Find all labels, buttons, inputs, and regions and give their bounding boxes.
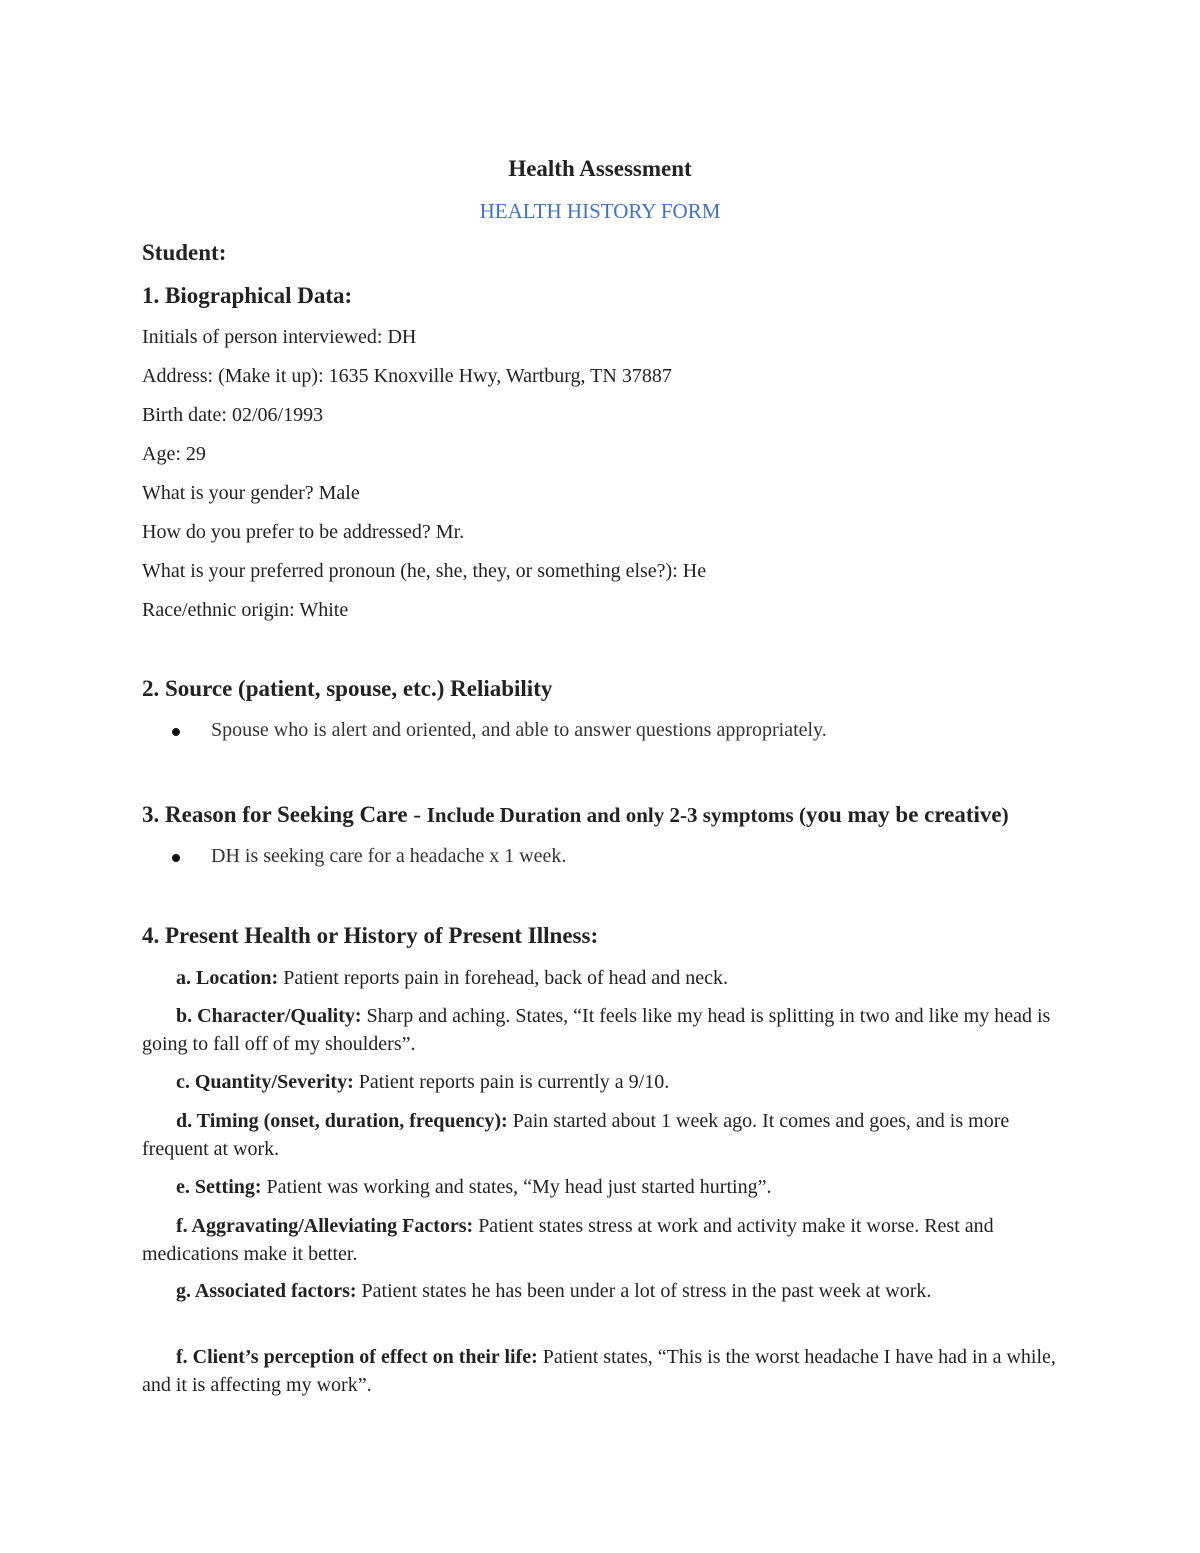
student-label: Student: (142, 240, 227, 265)
bio-gender: What is your gender? Male (142, 482, 360, 504)
item-text: Patient reports pain in forehead, back of head and neck. (278, 967, 729, 989)
bullet-icon (172, 854, 180, 862)
bio-birth-date: Birth date: 02/06/1993 (142, 404, 324, 426)
bio-initials: Initials of person interviewed: DH (142, 326, 417, 348)
bio-race: Race/ethnic origin: White (142, 599, 349, 621)
reason-heading-sub: Include Duration and only 2-3 symptoms ( (426, 803, 806, 827)
item-text: Patient reports pain is currently a 9/10. (353, 1071, 670, 1093)
present-heading: 4. Present Health or History of Present Illness: (142, 923, 599, 948)
present-item-factors (142, 1212, 1072, 1268)
present-item-setting (142, 1173, 1072, 1201)
item-text: Patient states, “This is the worst headache I have had in a while, and it is affecting my work”. (142, 1346, 1056, 1396)
present-item-severity (142, 1068, 1072, 1096)
bio-address: Address: (Make it up): 1635 Knoxville Hwy, Wartburg, TN 37887 (142, 365, 672, 387)
reason-heading (142, 802, 1009, 828)
item-label: f. Aggravating/Alleviating Factors: (176, 1215, 474, 1237)
reason-heading-dash: - (407, 802, 427, 827)
reason-heading-main: 3. Reason for Seeking Care (142, 802, 408, 827)
item-label: f. Client’s perception of effect on their life: (176, 1346, 538, 1368)
item-text: Pain started about 1 week ago. It comes and goes, and is more frequent at work. (142, 1110, 1010, 1160)
reason-heading-emph: you may be creative (805, 802, 1002, 827)
present-item-associated (142, 1277, 1072, 1305)
present-item-character (142, 1002, 1072, 1058)
bullet-icon (172, 728, 180, 736)
bio-address-preference: How do you prefer to be addressed? Mr. (142, 521, 465, 543)
item-label: b. Character/Quality: (176, 1005, 362, 1027)
present-item-location (142, 964, 1072, 992)
reason-heading-close: ) (1001, 803, 1009, 827)
source-heading: 2. Source (patient, spouse, etc.) Reliability (142, 676, 553, 701)
item-label: a. Location: (176, 967, 279, 989)
form-subtitle: HEALTH HISTORY FORM (479, 199, 721, 223)
bio-age: Age: 29 (142, 443, 206, 465)
item-text: Sharp and aching. States, “It feels like my head is splitting in two and like my head is going to fall off of my shoulders”. (142, 1005, 1051, 1055)
item-text: Patient states he has been under a lot of stress in the past week at work. (356, 1280, 932, 1302)
bio-pronoun: What is your preferred pronoun (he, she, they, or something else?): He (142, 560, 707, 582)
source-bullet-text: Spouse who is alert and oriented, and able to answer questions appropriately. (211, 719, 827, 741)
item-label: c. Quantity/Severity: (176, 1071, 354, 1093)
reason-bullet-text: DH is seeking care for a headache x 1 week. (211, 845, 567, 867)
item-label: e. Setting: (176, 1176, 262, 1198)
item-label: g. Associated factors: (176, 1280, 357, 1302)
present-item-timing (142, 1107, 1072, 1163)
item-label: d. Timing (onset, duration, frequency): (176, 1110, 508, 1132)
item-text: Patient was working and states, “My head just started hurting”. (261, 1176, 772, 1198)
present-item-perception (142, 1343, 1072, 1399)
document-title: Health Assessment (508, 156, 692, 181)
bio-heading: 1. Biographical Data: (142, 283, 353, 308)
item-text: Patient states stress at work and activity make it worse. Rest and medications make it better. (142, 1215, 994, 1265)
